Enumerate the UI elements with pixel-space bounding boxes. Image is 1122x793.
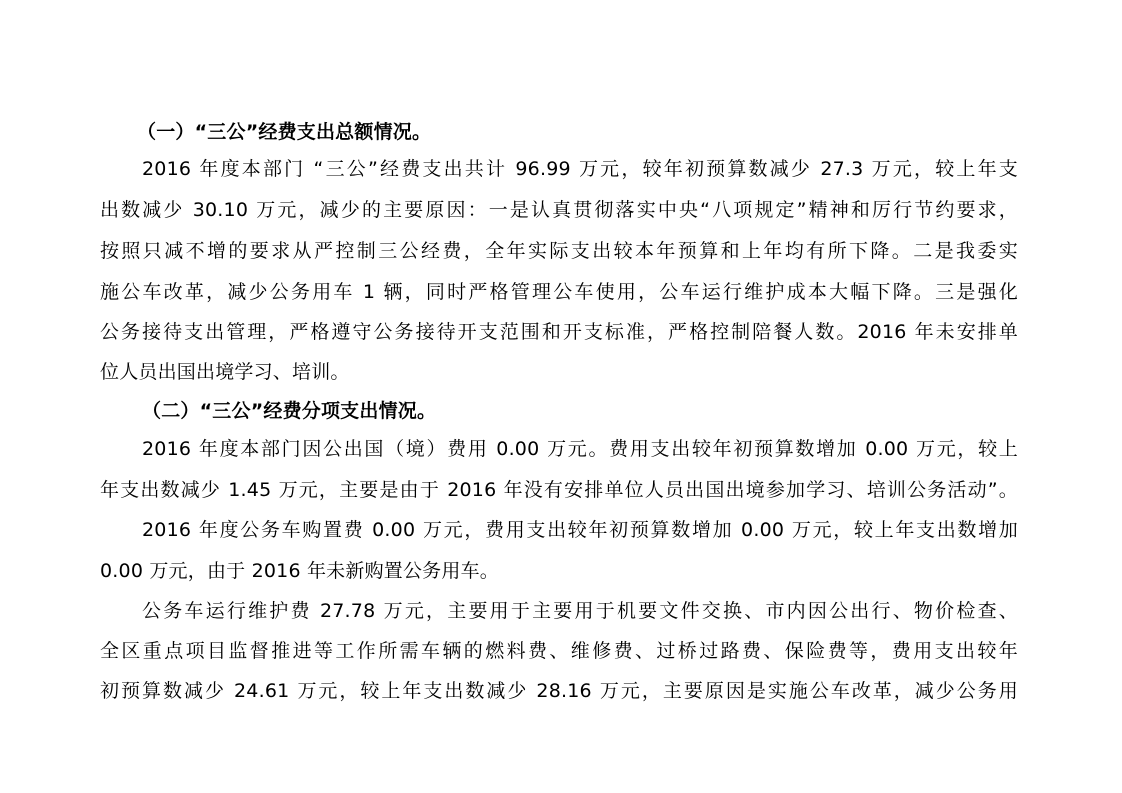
paragraph-line: 按照只减不增的要求从严控制三公经费，全年实际支出较本年预算和上年均有所下降。二是我委实 [100,240,1018,262]
paragraph-line: 公务接待支出管理，严格遵守公务接待开支范围和开支标准，严格控制陪餐人数。2016 年未安排单 [100,321,1018,343]
paragraph-line: 出数减少 30.10 万元，减少的主要原因：一是认真贯彻落实中央“八项规定”精神和厉行节约要求， [100,199,1018,221]
paragraph-line: 2016 年度本部门因公出国（境）费用 0.00 万元。费用支出较年初预算数增加 0.00 万元，较上 [142,438,1018,460]
section-2-heading: （二）“三公”经费分项支出情况。 [142,400,437,422]
paragraph-line: 2016 年度本部门 “三公”经费支出共计 96.99 万元，较年初预算数减少 27.3 万元，较上年支 [142,158,1018,180]
section-1-heading: （一）“三公”经费支出总额情况。 [137,121,432,143]
paragraph-line: 位人员出国出境学习、培训。 [100,361,350,383]
paragraph-line: 0.00 万元，由于 2016 年未新购置公务用车。 [100,560,499,582]
paragraph-line: 公务车运行维护费 27.78 万元，主要用于主要用于机要文件交换、市内因公出行、物价检查、 [142,600,1018,622]
paragraph-line: 2016 年度公务车购置费 0.00 万元，费用支出较年初预算数增加 0.00 万元，较上年支出数增加 [142,519,1018,541]
paragraph-line: 初预算数减少 24.61 万元，较上年支出数减少 28.16 万元，主要原因是实施公车改革，减少公务用 [100,680,1018,702]
paragraph-line: 全区重点项目监督推进等工作所需车辆的燃料费、维修费、过桥过路费、保险费等，费用支出较年 [100,640,1018,662]
paragraph-line: 施公车改革，减少公务用车 1 辆，同时严格管理公车使用，公车运行维护成本大幅下降。三是强化 [100,281,1018,303]
paragraph-line: 年支出数减少 1.45 万元，主要是由于 2016 年没有安排单位人员出国出境参加学习、培训公务活动”。 [100,479,1018,501]
